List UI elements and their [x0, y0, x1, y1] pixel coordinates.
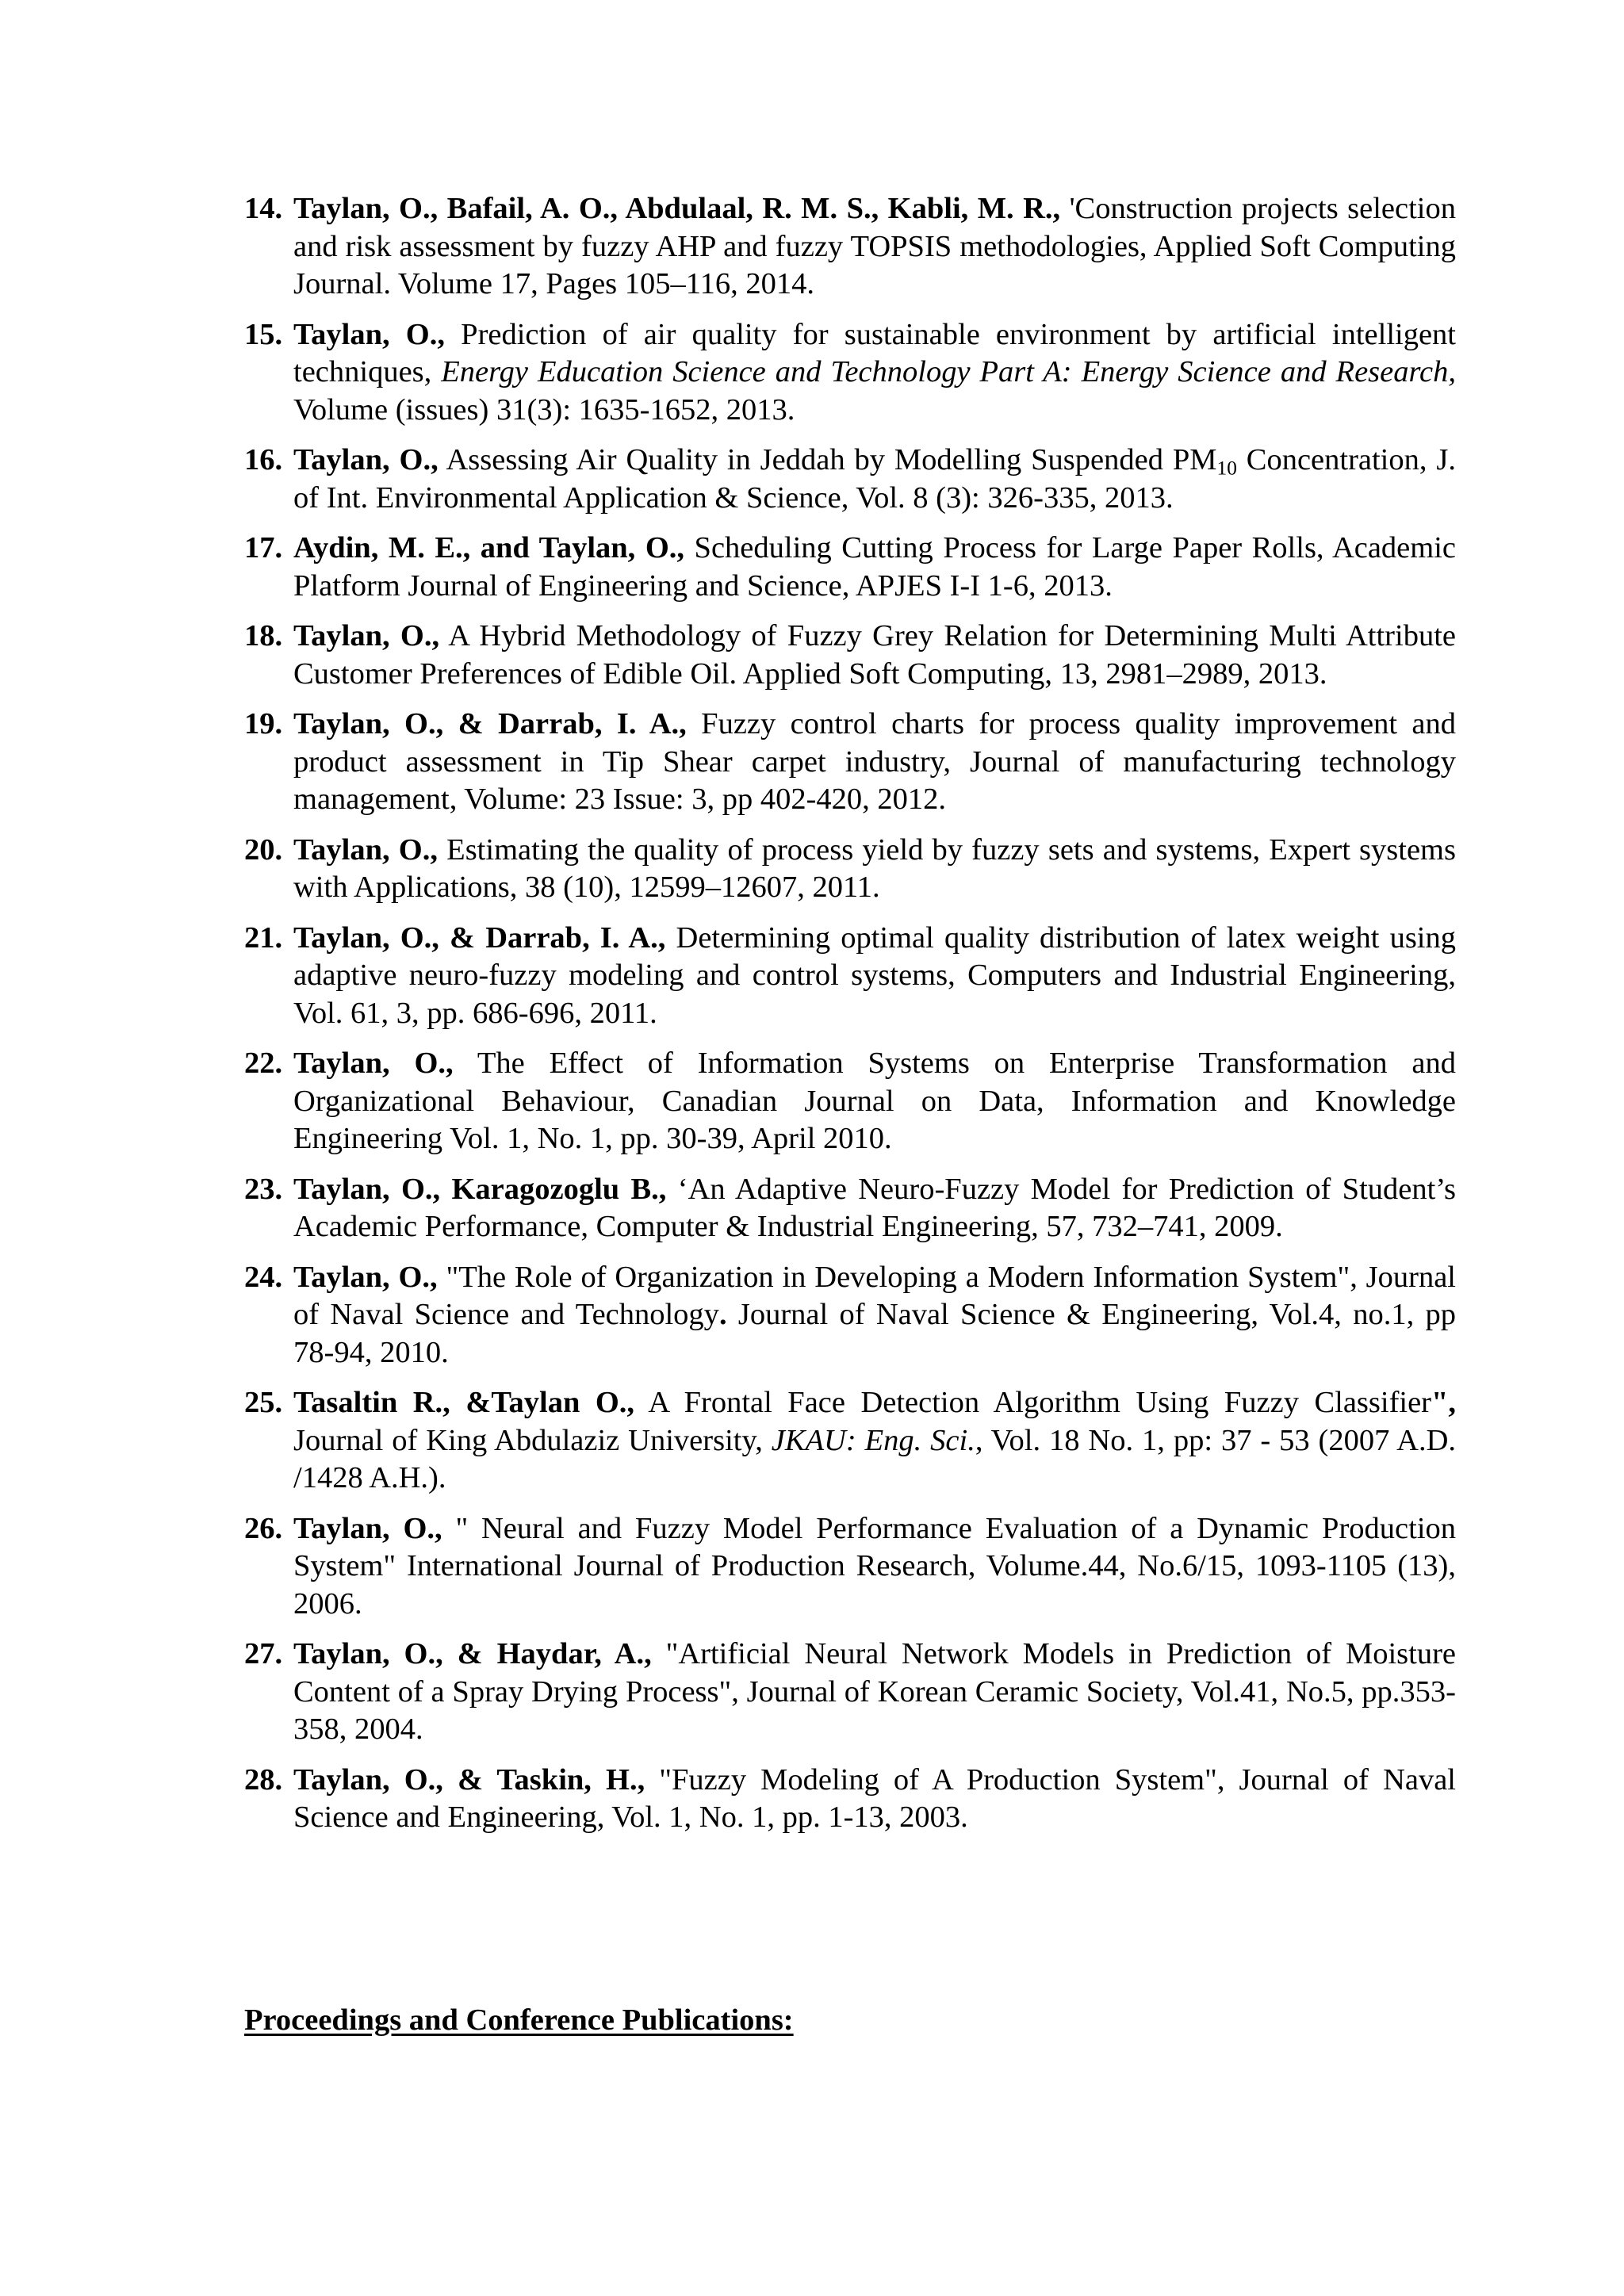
- reference-number: 28.: [244, 1762, 283, 1797]
- reference-authors: Taylan, O., Bafail, A. O., Abdulaal, R. M. S., Kabli, M. R.,: [293, 192, 1061, 225]
- reference-item: [244, 1510, 1456, 1624]
- subscript-text: 10: [1216, 457, 1237, 480]
- reference-authors: Taylan, O.,: [293, 317, 445, 351]
- reference-authors: Tasaltin R., &Taylan O.,: [293, 1386, 635, 1419]
- reference-number: 18.: [244, 619, 283, 652]
- reference-item: [244, 530, 1456, 605]
- reference-authors: Taylan, O.,: [293, 443, 439, 476]
- reference-text: 'Construction projects selection and risk assessment by fuzzy AHP and fuzzy TOPSIS methodologies, Applied Soft Computing Journal. Volume 17, Pages 105–116, 2014.: [293, 192, 1456, 300]
- reference-number: 23.: [244, 1172, 283, 1206]
- reference-authors: ",: [1431, 1386, 1457, 1419]
- reference-number: 26.: [244, 1511, 283, 1545]
- reference-text: Journal of King Abdulaziz University,: [293, 1423, 772, 1457]
- reference-text: , Vol. 18 No. 1, pp: 37 - 53 (2007 A.D. /1428 A.H.).: [293, 1423, 1457, 1494]
- reference-item: [244, 832, 1456, 907]
- reference-authors: Taylan, O., & Darrab, I. A.,: [293, 707, 687, 740]
- reference-text: "Fuzzy Modeling of A Production System", Journal of Naval Science and Engineering, Vol. 1, No. 1, pp. 1-13, 2003.: [293, 1762, 1456, 1834]
- reference-text: Determining optimal quality distribution of latex weight using adaptive neuro-fuzzy modeling and control systems, Computers and Industrial Engineering, Vol. 61, 3, pp. 686-696, 2011.: [293, 920, 1456, 1030]
- reference-text: Prediction of air quality for sustainable environment by artificial intelligent techniques,: [293, 317, 1456, 388]
- reference-text: Estimating the quality of process yield by fuzzy sets and systems, Expert systems with Applications, 38 (10), 12599–12607, 2011.: [293, 832, 1456, 904]
- reference-authors: Taylan, O., Karagozoglu B.,: [293, 1172, 667, 1206]
- reference-authors: Aydin, M. E., and Taylan, O.,: [293, 531, 685, 564]
- reference-text: "The Role of Organization in Developing a Modern Information System", Journal of Naval Science and Technology: [293, 1260, 1456, 1331]
- reference-item: [244, 1259, 1456, 1372]
- reference-number: 15.: [244, 317, 283, 351]
- reference-item: [244, 1045, 1456, 1158]
- reference-authors: Taylan, O., & Darrab, I. A.,: [293, 920, 666, 955]
- reference-number: 22.: [244, 1047, 283, 1080]
- reference-authors: Taylan, O., & Taskin, H.,: [293, 1762, 645, 1797]
- reference-list: [244, 190, 1456, 1850]
- reference-text: Journal of Naval Science & Engineering, Vol.4, no.1, pp 78-94, 2010.: [293, 1298, 1456, 1369]
- reference-text: Fuzzy control charts for process quality improvement and product assessment in Tip Shear carpet industry, Journal of manufacturing technology management, Volume: 23 Issue: 3, pp 402-420, 2012.: [293, 707, 1456, 816]
- reference-number: 27.: [244, 1637, 283, 1670]
- reference-item: [244, 190, 1456, 304]
- reference-number: 21.: [244, 920, 283, 955]
- reference-authors: .: [718, 1298, 727, 1331]
- reference-journal: JKAU: Eng. Sci.: [771, 1423, 975, 1457]
- reference-text: Concentration, J. of Int. Environmental Application & Science, Vol. 8 (3): 326-335, 2013.: [293, 443, 1456, 515]
- reference-text: A Frontal Face Detection Algorithm Using Fuzzy Classifier: [634, 1386, 1432, 1419]
- reference-number: 17.: [244, 531, 283, 564]
- reference-text: ‘An Adaptive Neuro-Fuzzy Model for Prediction of Student’s Academic Performance, Computer & Industrial Engineering, 57, 732–741, 2009.: [293, 1172, 1456, 1243]
- reference-text: Scheduling Cutting Process for Large Paper Rolls, Academic Platform Journal of Engineering and Science, APJES I-I 1-6, 2013.: [293, 531, 1456, 603]
- reference-item: [244, 1762, 1456, 1837]
- reference-number: 19.: [244, 707, 283, 740]
- reference-number: 14.: [244, 192, 283, 225]
- reference-item: [244, 442, 1456, 517]
- reference-item: [244, 1636, 1456, 1749]
- reference-item: [244, 706, 1456, 819]
- reference-item: [244, 920, 1456, 1033]
- reference-item: [244, 618, 1456, 693]
- reference-item: [244, 316, 1456, 430]
- reference-item: [244, 1171, 1456, 1246]
- reference-authors: Taylan, O.,: [293, 832, 438, 867]
- reference-text: "Artificial Neural Network Models in Prediction of Moisture Content of a Spray Drying Process", Journal of Korean Ceramic Society, Vol.41, No.5, pp.353-358, 2004.: [293, 1637, 1456, 1746]
- reference-journal: Energy Education Science and Technology Part A: Energy Science and Research,: [441, 355, 1456, 388]
- reference-authors: Taylan, O.,: [293, 1260, 438, 1294]
- reference-authors: Taylan, O.,: [293, 619, 440, 652]
- reference-item: [244, 1384, 1456, 1498]
- reference-number: 20.: [244, 832, 283, 867]
- reference-text: " Neural and Fuzzy Model Performance Evaluation of a Dynamic Production System" International Journal of Production Research, Volume.44, No.6/15, 1093-1105 (13), 2006.: [293, 1511, 1457, 1621]
- reference-text: Assessing Air Quality in Jeddah by Modelling Suspended PM: [438, 443, 1217, 476]
- reference-authors: Taylan, O.,: [293, 1047, 454, 1080]
- reference-number: 25.: [244, 1386, 283, 1419]
- reference-authors: Taylan, O., & Haydar, A.,: [293, 1637, 652, 1670]
- reference-number: 24.: [244, 1260, 283, 1294]
- reference-text: A Hybrid Methodology of Fuzzy Grey Relation for Determining Multi Attribute Customer Preferences of Edible Oil. Applied Soft Computing, 13, 2981–2989, 2013.: [293, 619, 1456, 691]
- reference-text: The Effect of Information Systems on Enterprise Transformation and Organizational Behaviour, Canadian Journal on Data, Information and Knowledge Engineering Vol. 1, No. 1, pp. 30-39, April 2010.: [293, 1047, 1456, 1155]
- reference-authors: Taylan, O.,: [293, 1511, 442, 1545]
- reference-number: 16.: [244, 443, 283, 476]
- reference-text: Volume (issues) 31(3): 1635-1652, 2013.: [293, 392, 795, 427]
- section-heading: Proceedings and Conference Publications:: [244, 2003, 794, 2037]
